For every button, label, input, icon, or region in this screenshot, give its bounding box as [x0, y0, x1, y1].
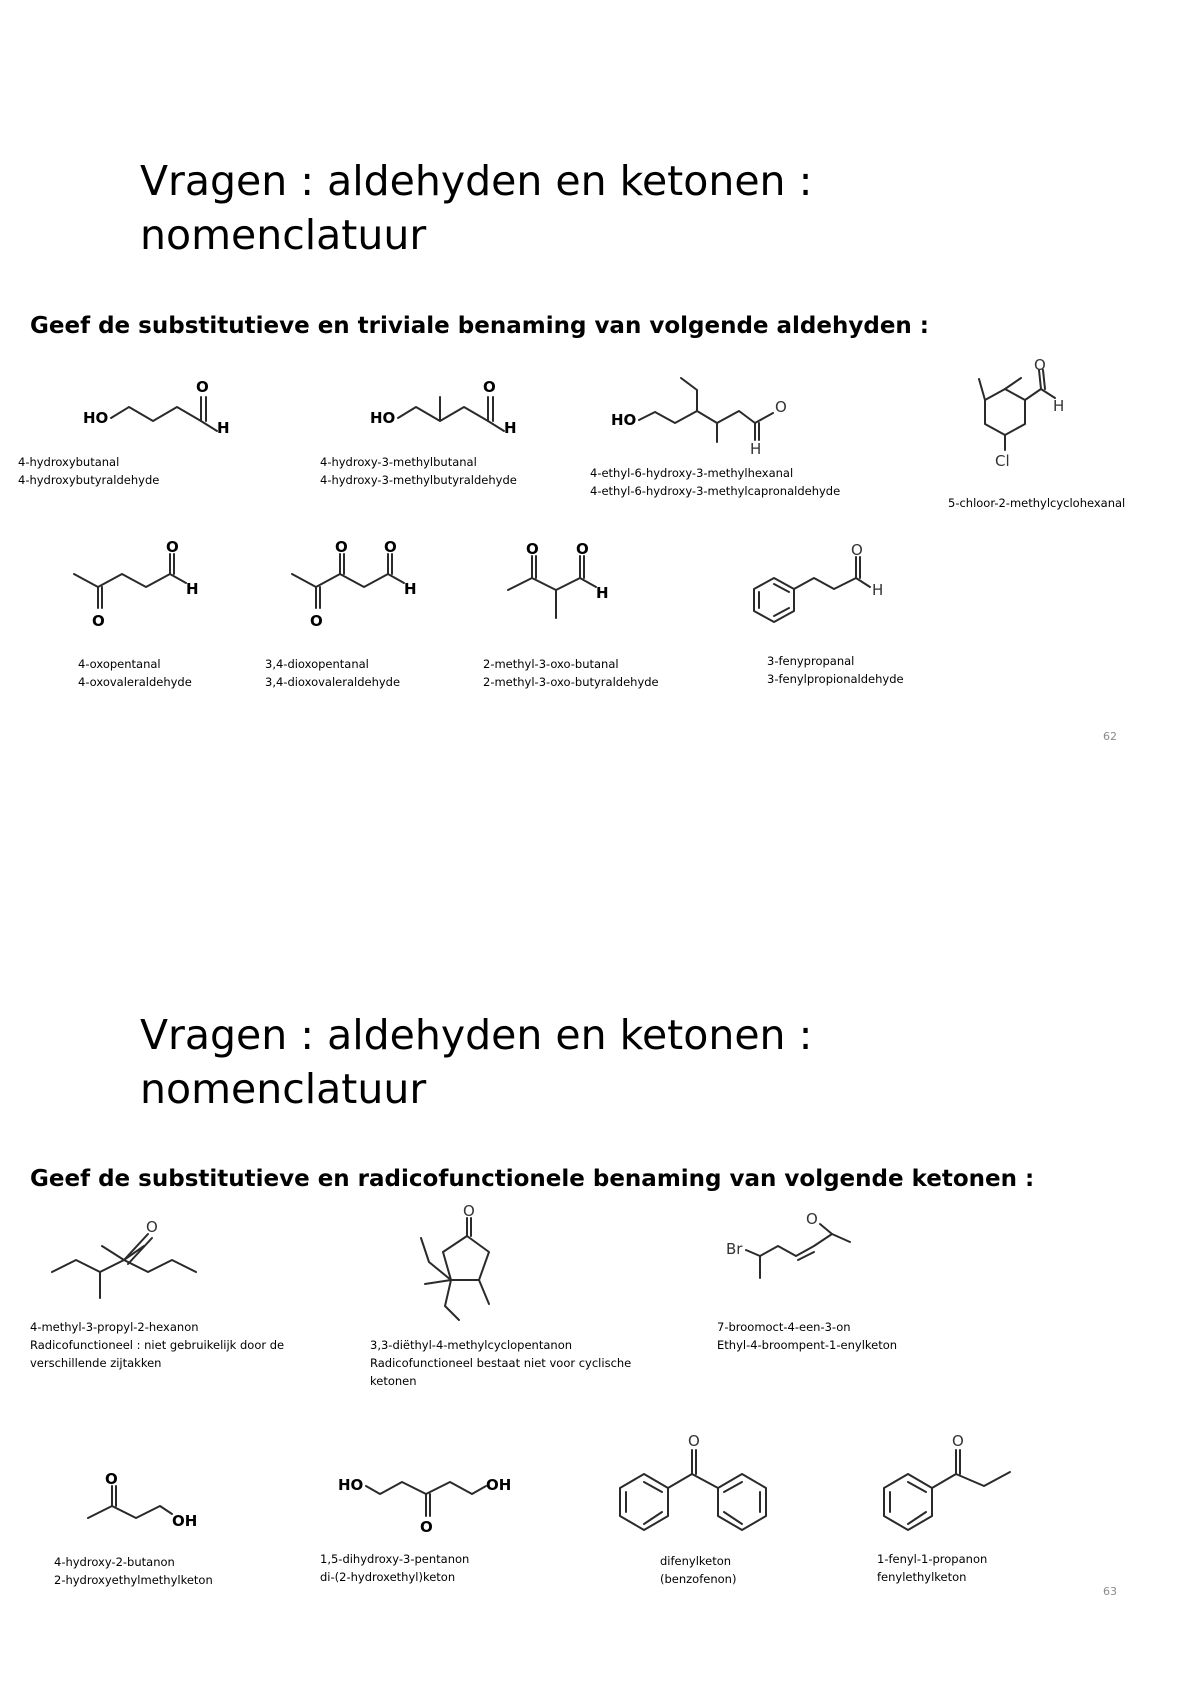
- trivial-name: 4-oxovaleraldehyde: [78, 675, 192, 689]
- atom-label-o: O: [576, 540, 589, 558]
- atom-label-oh: OH: [172, 1512, 198, 1530]
- substitutive-name: 1-fenyl-1-propanon: [877, 1552, 988, 1566]
- atom-label-o: O: [105, 1470, 118, 1488]
- atom-label-h: H: [504, 419, 517, 437]
- structure-4-hydroxy-3-methylbutanal: [370, 375, 540, 445]
- title-line-2: nomenclatuur: [140, 211, 427, 259]
- atom-label-o: O: [196, 378, 209, 396]
- structure-difenylketon: [612, 1430, 802, 1550]
- compound-names: [18, 453, 159, 489]
- atom-label-h: H: [872, 581, 884, 599]
- trivial-name: (benzofenon): [660, 1572, 737, 1586]
- atom-label-o: O: [1034, 356, 1046, 374]
- substitutive-name: 2-methyl-3-oxo-butanal: [483, 657, 619, 671]
- substitutive-name: 3,3-diëthyl-4-methylcyclopentanon: [370, 1338, 573, 1352]
- question-text: Geef de substitutieve en radicofunctionele benaming van volgende ketonen :: [30, 1166, 1035, 1192]
- substitutive-name: difenylketon: [660, 1554, 732, 1568]
- atom-label-cl: Cl: [995, 452, 1010, 470]
- atom-label-h: H: [750, 440, 762, 458]
- structure-4-oxopentanal: [70, 540, 210, 630]
- atom-label-o: O: [483, 378, 496, 396]
- atom-label-o: O: [806, 1210, 818, 1228]
- compound-names: [717, 1318, 897, 1354]
- trivial-name: 2-methyl-3-oxo-butyraldehyde: [483, 675, 659, 689]
- question-text: Geef de substitutieve en triviale benaming van volgende aldehyden :: [30, 313, 929, 339]
- atom-label-h: H: [404, 580, 417, 598]
- radicofunctional-name: fenylethylketon: [877, 1570, 967, 1584]
- compound-names: [660, 1552, 736, 1588]
- page-number: 62: [1103, 730, 1117, 743]
- radicofunctional-name: Radicofunctioneel : niet gebruikelijk door de verschillende zijtakken: [30, 1338, 285, 1370]
- atom-label-ho: HO: [338, 1476, 364, 1494]
- radicofunctional-name: Ethyl-4-broompent-1-enylketon: [717, 1338, 898, 1352]
- atom-label-h: H: [217, 419, 230, 437]
- substitutive-name: 4-hydroxy-2-butanon: [54, 1555, 175, 1569]
- substitutive-name: 7-broomoct-4-een-3-on: [717, 1320, 851, 1334]
- trivial-name: 4-ethyl-6-hydroxy-3-methylcapronaldehyde: [590, 484, 841, 498]
- structure-3-fenylpropanal: [750, 541, 900, 635]
- slide-title: [140, 154, 812, 262]
- atom-label-h: H: [1053, 397, 1065, 415]
- title-line-1: Vragen : aldehyden en ketonen :: [140, 157, 813, 205]
- substitutive-name: 4-ethyl-6-hydroxy-3-methylhexanal: [590, 466, 794, 480]
- compound-names: [370, 1336, 655, 1390]
- structure-7-broomoct-4-een-3-on: [722, 1212, 872, 1302]
- compound-names: [877, 1550, 987, 1586]
- atom-label-o: O: [310, 612, 323, 630]
- atom-label-o: O: [166, 538, 179, 556]
- atom-label-o: O: [688, 1432, 700, 1450]
- atom-label-ho: HO: [611, 411, 637, 429]
- atom-label-o: O: [335, 538, 348, 556]
- atom-label-o: O: [463, 1202, 475, 1220]
- structure-3-3-diethyl-4-methylcyclopentanon: [395, 1202, 525, 1322]
- trivial-name: 4-hydroxybutyraldehyde: [18, 473, 160, 487]
- atom-label-br: Br: [726, 1240, 743, 1258]
- atom-label-h: H: [596, 584, 609, 602]
- radicofunctional-name: 2-hydroxyethylmethylketon: [54, 1573, 213, 1587]
- substitutive-name: 3,4-dioxopentanal: [265, 657, 369, 671]
- radicofunctional-name: di-(2-hydroxethyl)keton: [320, 1570, 456, 1584]
- structure-4-ethyl-6-hydroxy-3-methylhexanal: [605, 368, 795, 458]
- atom-label-ho: HO: [83, 409, 109, 427]
- atom-label-ho: HO: [370, 409, 396, 427]
- atom-label-h: H: [186, 580, 199, 598]
- trivial-name: 3-fenylpropionaldehyde: [767, 672, 904, 686]
- compound-names: [265, 655, 400, 691]
- structure-2-methyl-3-oxo-butanal: [506, 540, 626, 630]
- page-number: 63: [1103, 1585, 1117, 1598]
- substitutive-name: 4-hydroxybutanal: [18, 455, 120, 469]
- atom-label-o: O: [851, 541, 863, 559]
- atom-label-o: O: [952, 1432, 964, 1450]
- atom-label-o: O: [526, 540, 539, 558]
- substitutive-name: 4-oxopentanal: [78, 657, 161, 671]
- compound-names: [320, 453, 517, 489]
- slide-63: [0, 850, 1200, 1650]
- structure-4-hydroxy-2-butanon: [84, 1472, 214, 1552]
- title-line-2: nomenclatuur: [140, 1065, 427, 1113]
- atom-label-oh: OH: [486, 1476, 512, 1494]
- trivial-name: 3,4-dioxovaleraldehyde: [265, 675, 401, 689]
- substitutive-name: 5-chloor-2-methylcyclohexanal: [948, 496, 1126, 510]
- substitutive-name: 4-methyl-3-propyl-2-hexanon: [30, 1320, 199, 1334]
- atom-label-o: O: [92, 612, 105, 630]
- structure-1-fenyl-1-propanon: [876, 1430, 1046, 1550]
- compound-names: [767, 652, 904, 688]
- structure-3-4-dioxopentanal: [288, 540, 438, 630]
- structure-4-hydroxybutanal: [75, 375, 245, 445]
- compound-names: [483, 655, 659, 691]
- compound-names: [590, 464, 840, 500]
- compound-names: [948, 494, 1125, 512]
- substitutive-name: 4-hydroxy-3-methylbutanal: [320, 455, 477, 469]
- atom-label-o: O: [384, 538, 397, 556]
- compound-names: [320, 1550, 469, 1586]
- structure-4-methyl-3-propyl-2-hexanon: [48, 1212, 208, 1312]
- compound-names: [30, 1318, 310, 1372]
- atom-label-o: O: [420, 1518, 433, 1536]
- trivial-name: 4-hydroxy-3-methylbutyraldehyde: [320, 473, 517, 487]
- compound-names: [54, 1553, 213, 1589]
- structure-5-chloor-2-methylcyclohexanal: [945, 356, 1065, 482]
- structure-1-5-dihydroxy-3-pentanon: [338, 1468, 538, 1558]
- atom-label-o: O: [775, 398, 787, 416]
- compound-names: [78, 655, 192, 691]
- atom-label-o: O: [146, 1218, 158, 1236]
- title-line-1: Vragen : aldehyden en ketonen :: [140, 1011, 813, 1059]
- radicofunctional-name: Radicofunctioneel bestaat niet voor cyclische ketonen: [370, 1356, 632, 1388]
- substitutive-name: 3-fenypropanal: [767, 654, 855, 668]
- slide-title: [140, 1008, 812, 1116]
- substitutive-name: 1,5-dihydroxy-3-pentanon: [320, 1552, 470, 1566]
- slide-62: [0, 0, 1200, 800]
